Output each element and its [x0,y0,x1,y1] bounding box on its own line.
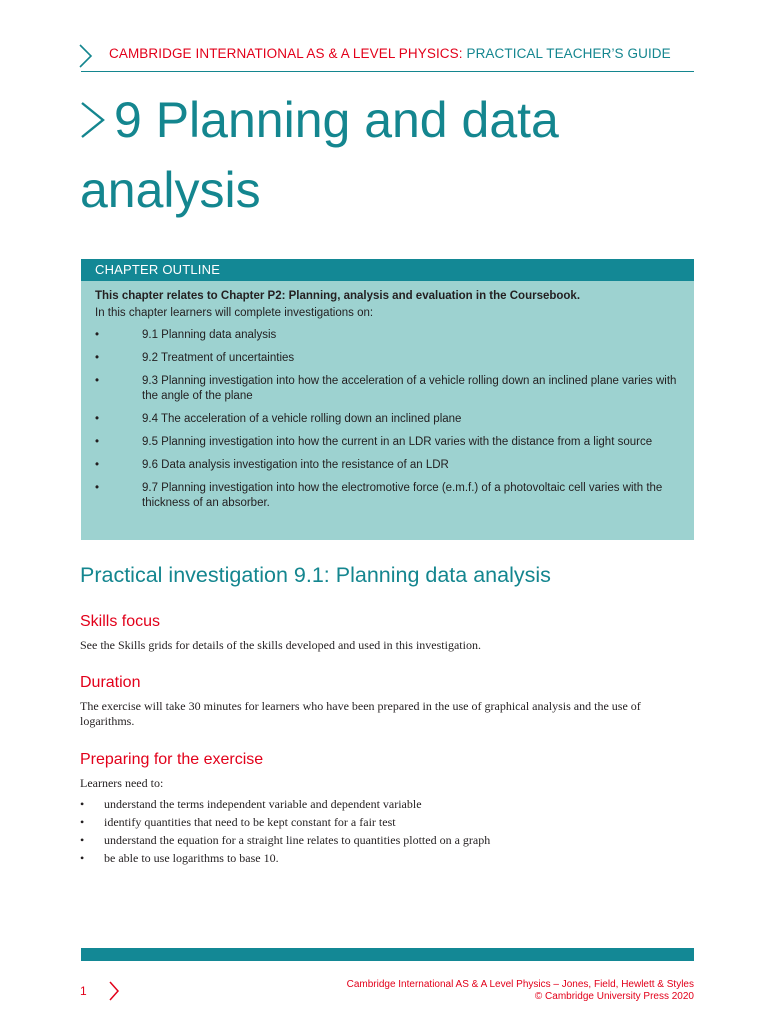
series-title: CAMBRIDGE INTERNATIONAL AS & A LEVEL PHYSICS: [109,46,463,61]
outline-list [95,328,680,519]
outline-item: • 9.3 Planning investigation into how the acceleration of a vehicle rolling down an inclined plane varies with the angle of the plane [95,375,677,402]
outline-item: • 9.4 The acceleration of a vehicle rolling down an inclined plane [95,413,462,425]
chevron-right-icon [108,980,120,1002]
outline-intro: This chapter relates to Chapter P2: Planning, analysis and evaluation in the Coursebook. [95,290,581,302]
header-rule [81,71,694,72]
chevron-right-icon [79,100,107,140]
preparing-intro: Learners need to: [80,776,164,790]
list-item: • understand the terms independent variable and dependent variable [80,797,422,811]
outline-subtext: In this chapter learners will complete investigations on: [95,307,374,319]
outline-item: • 9.7 Planning investigation into how the electromotive force (e.m.f.) of a photovoltaic cell varies with the thickness of an absorber. [95,482,663,509]
chapter-outline-box [81,259,694,540]
list-item: • understand the equation for a straight line relates to quantities plotted on a graph [80,833,491,847]
guide-title: PRACTICAL TEACHER’S GUIDE [462,46,671,61]
footer-credit [347,979,694,1003]
chapter-title: 9 Planning and data [114,92,559,148]
investigation-title: Practical investigation 9.1: Planning data analysis [80,563,551,587]
footer-credit-line: Cambridge International AS & A Level Physics – Jones, Field, Hewlett & Styles [346,979,694,990]
duration-text: The exercise will take 30 minutes for learners who have been prepared in the use of graphical analysis and the use of logarithms. [80,699,641,728]
running-header [109,46,671,61]
preparing-heading: Preparing for the exercise [80,751,264,768]
outline-item: • 9.5 Planning investigation into how the current in an LDR varies with the distance from a light source [95,436,653,448]
footer-bar [81,948,694,961]
outline-item: • 9.6 Data analysis investigation into the resistance of an LDR [95,459,449,471]
chapter-outline-heading: CHAPTER OUTLINE [95,262,221,277]
outline-item: • 9.1 Planning data analysis [95,329,277,341]
duration-heading: Duration [80,674,141,691]
outline-item: • 9.2 Treatment of uncertainties [95,352,295,364]
skills-focus-text: See the Skills grids for details of the skills developed and used in this investigation. [80,638,481,652]
page-number: 1 [80,984,87,998]
footer-copyright: © Cambridge University Press 2020 [534,991,694,1002]
chapter-title-continued: analysis [80,162,261,218]
preparing-list [80,797,693,869]
list-item: • be able to use logarithms to base 10. [80,851,279,865]
skills-focus-heading: Skills focus [80,613,161,630]
chevron-right-icon [78,43,94,69]
chapter-outline-header [81,259,694,281]
list-item: • identify quantities that need to be kept constant for a fair test [80,815,396,829]
